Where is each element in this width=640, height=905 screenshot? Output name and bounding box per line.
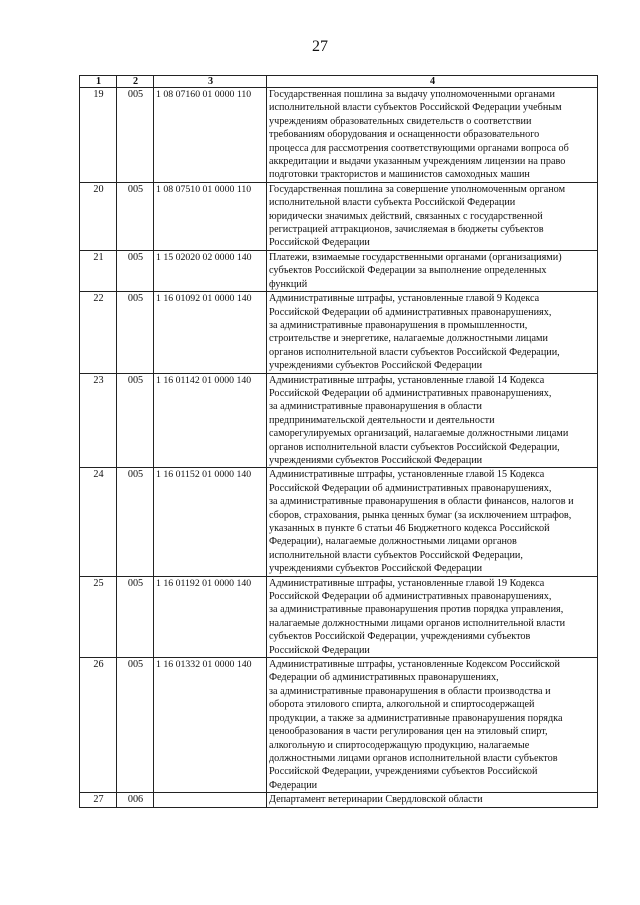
budget-classification-code-cell: 1 08 07510 01 0000 110 [154, 182, 267, 250]
description-line: должностными лицами органов исполнительной власти субъектов [269, 752, 558, 764]
description-line: регистрацией аттракционов, зачисляемая в бюджеты субъектов [269, 224, 544, 236]
budget-classification-code-cell: 1 08 07160 01 0000 110 [154, 88, 267, 183]
revenue-description-cell [267, 292, 598, 373]
revenue-description-cell [267, 658, 598, 793]
description-line: продукции, а также за административные правонарушения порядка [269, 712, 563, 724]
description-line: Платежи, взимаемые государственными органами (организациями) [269, 251, 562, 263]
description-line: Федерации [269, 779, 318, 791]
description-line: саморегулируемых организаций, налагаемые должностными лицами [269, 428, 569, 440]
row-number-cell: 21 [80, 250, 117, 291]
table-body [80, 88, 598, 808]
row-number-cell: 20 [80, 182, 117, 250]
table-row [80, 250, 598, 291]
description-line: Российской Федерации об административных правонарушениях, [269, 387, 552, 399]
description-line: исполнительной власти субъектов Российской Федерации, [269, 549, 523, 561]
description-line: субъектов Российской Федерации, учреждениями субъектов [269, 631, 531, 643]
description-line: Российской Федерации [269, 644, 370, 656]
revenue-description-cell [267, 250, 598, 291]
description-line: Государственная пошлина за совершение уполномоченным органом [269, 183, 566, 195]
table-row [80, 292, 598, 373]
description-line: Федерации об административных правонарушениях, [269, 672, 499, 684]
description-line: Департамент ветеринарии Свердловской области [269, 794, 483, 806]
description-line: за административные правонарушения против порядка управления, [269, 604, 564, 616]
administrator-code-cell: 005 [117, 250, 154, 291]
description-line: исполнительной власти субъектов Российской Федерации учебным [269, 102, 562, 114]
budget-classification-code-cell: 1 15 02020 02 0000 140 [154, 250, 267, 291]
description-line: за административные правонарушения в области [269, 401, 482, 413]
table-row [80, 373, 598, 468]
column-header-3: 3 [154, 76, 267, 88]
description-line: предпринимательской деятельности и деятельности [269, 414, 495, 426]
description-line: требованиям оборудования и оснащенности образовательного [269, 129, 540, 141]
description-line: функций [269, 278, 308, 290]
administrator-code-cell: 006 [117, 793, 154, 807]
description-line: органов исполнительной власти субъектов Российской Федерации, [269, 441, 560, 453]
description-line: Административные штрафы, установленные главой 15 Кодекса [269, 469, 545, 481]
table-row [80, 182, 598, 250]
table-row [80, 658, 598, 793]
description-line: за административные правонарушения в промышленности, [269, 319, 528, 331]
description-line: Российской Федерации об административных правонарушениях, [269, 591, 552, 603]
administrator-code-cell: 005 [117, 292, 154, 373]
description-line: учреждениями субъектов Российской Федерации [269, 563, 483, 575]
description-line: Административные штрафы, установленные Кодексом Российской [269, 659, 560, 671]
description-line: Российской Федерации, учреждениями субъектов Российской [269, 766, 538, 778]
revenue-description-cell [267, 373, 598, 468]
row-number-cell: 26 [80, 658, 117, 793]
column-header-4: 4 [267, 76, 598, 88]
description-line: исполнительной власти субъекта Российской Федерации [269, 197, 516, 209]
table-row [80, 468, 598, 576]
table-row [80, 793, 598, 807]
description-line: аккредитации и выдачи указанным учреждениям лицензии на право [269, 156, 566, 168]
administrator-code-cell: 005 [117, 182, 154, 250]
row-number-cell: 22 [80, 292, 117, 373]
administrator-code-cell: 005 [117, 658, 154, 793]
revenue-description-cell [267, 468, 598, 576]
row-number-cell: 19 [80, 88, 117, 183]
description-line: процесса для рассмотрения соответствующими органами вопроса об [269, 142, 569, 154]
row-number-cell: 27 [80, 793, 117, 807]
table-row [80, 576, 598, 657]
description-line: указанных в пункте 6 статьи 46 Бюджетного кодекса Российской [269, 523, 550, 534]
table-row [80, 88, 598, 183]
administrator-code-cell: 005 [117, 373, 154, 468]
description-line: ценообразования в части регулирования цен на этиловый спирт, [269, 726, 548, 738]
description-line: Административные штрафы, установленные главой 9 Кодекса [269, 293, 540, 305]
administrator-code-cell: 005 [117, 468, 154, 576]
column-header-1: 1 [80, 76, 117, 88]
revenue-description-cell [267, 88, 598, 183]
page-number: 27 [312, 38, 328, 55]
description-line: за административные правонарушения в области производства и [269, 685, 551, 697]
description-line: налагаемые должностными лицами органов исполнительной власти [269, 617, 566, 629]
description-line: Государственная пошлина за выдачу уполномоченными органами [269, 89, 555, 100]
description-line: алкогольную и спиртосодержащую продукцию, налагаемые [269, 739, 530, 751]
budget-classification-code-cell: 1 16 01152 01 0000 140 [154, 468, 267, 576]
description-line: оборота этилового спирта, алкогольной и спиртосодержащей [269, 699, 535, 711]
description-line: Российской Федерации [269, 237, 370, 249]
row-number-cell: 23 [80, 373, 117, 468]
description-line: строительстве и энергетике, налагаемые должностными лицами [269, 333, 548, 345]
description-line: Административные штрафы, установленные главой 14 Кодекса [269, 374, 545, 386]
column-header-2: 2 [117, 76, 154, 88]
description-line: Федерации), налагаемые должностными лицами органов [269, 536, 517, 548]
row-number-cell: 24 [80, 468, 117, 576]
budget-classification-code-cell: 1 16 01092 01 0000 140 [154, 292, 267, 373]
row-number-cell: 25 [80, 576, 117, 657]
budget-classification-code-cell: 1 16 01192 01 0000 140 [154, 576, 267, 657]
table-header-row [80, 76, 598, 88]
description-line: субъектов Российской Федерации за выполнение определенных [269, 265, 547, 277]
revenue-description-cell [267, 182, 598, 250]
administrator-code-cell: 005 [117, 88, 154, 183]
description-line: Административные штрафы, установленные главой 19 Кодекса [269, 577, 545, 589]
revenue-codes-table [79, 75, 598, 808]
description-line: за административные правонарушения в области финансов, налогов и [269, 496, 574, 508]
description-line: подготовки трактористов и машинистов самоходных машин [269, 169, 530, 181]
description-line: учреждениями субъектов Российской Федерации [269, 454, 483, 466]
administrator-code-cell: 005 [117, 576, 154, 657]
description-line: сборов, страхования, рынка ценных бумаг (за исключением штрафов, [269, 509, 572, 521]
budget-classification-code-cell: 1 16 01142 01 0000 140 [154, 373, 267, 468]
revenue-description-cell [267, 793, 598, 807]
revenue-description-cell [267, 576, 598, 657]
description-line: органов исполнительной власти субъектов Российской Федерации, [269, 346, 560, 358]
description-line: Российской Федерации об административных правонарушениях, [269, 482, 552, 494]
description-line: Российской Федерации об административных правонарушениях, [269, 306, 552, 318]
budget-classification-code-cell [154, 793, 267, 807]
description-line: учреждениям образовательных свидетельств о соответствии [269, 115, 532, 127]
budget-classification-code-cell: 1 16 01332 01 0000 140 [154, 658, 267, 793]
description-line: юридически значимых действий, связанных с государственной [269, 210, 543, 222]
description-line: учреждениями субъектов Российской Федерации [269, 360, 483, 372]
